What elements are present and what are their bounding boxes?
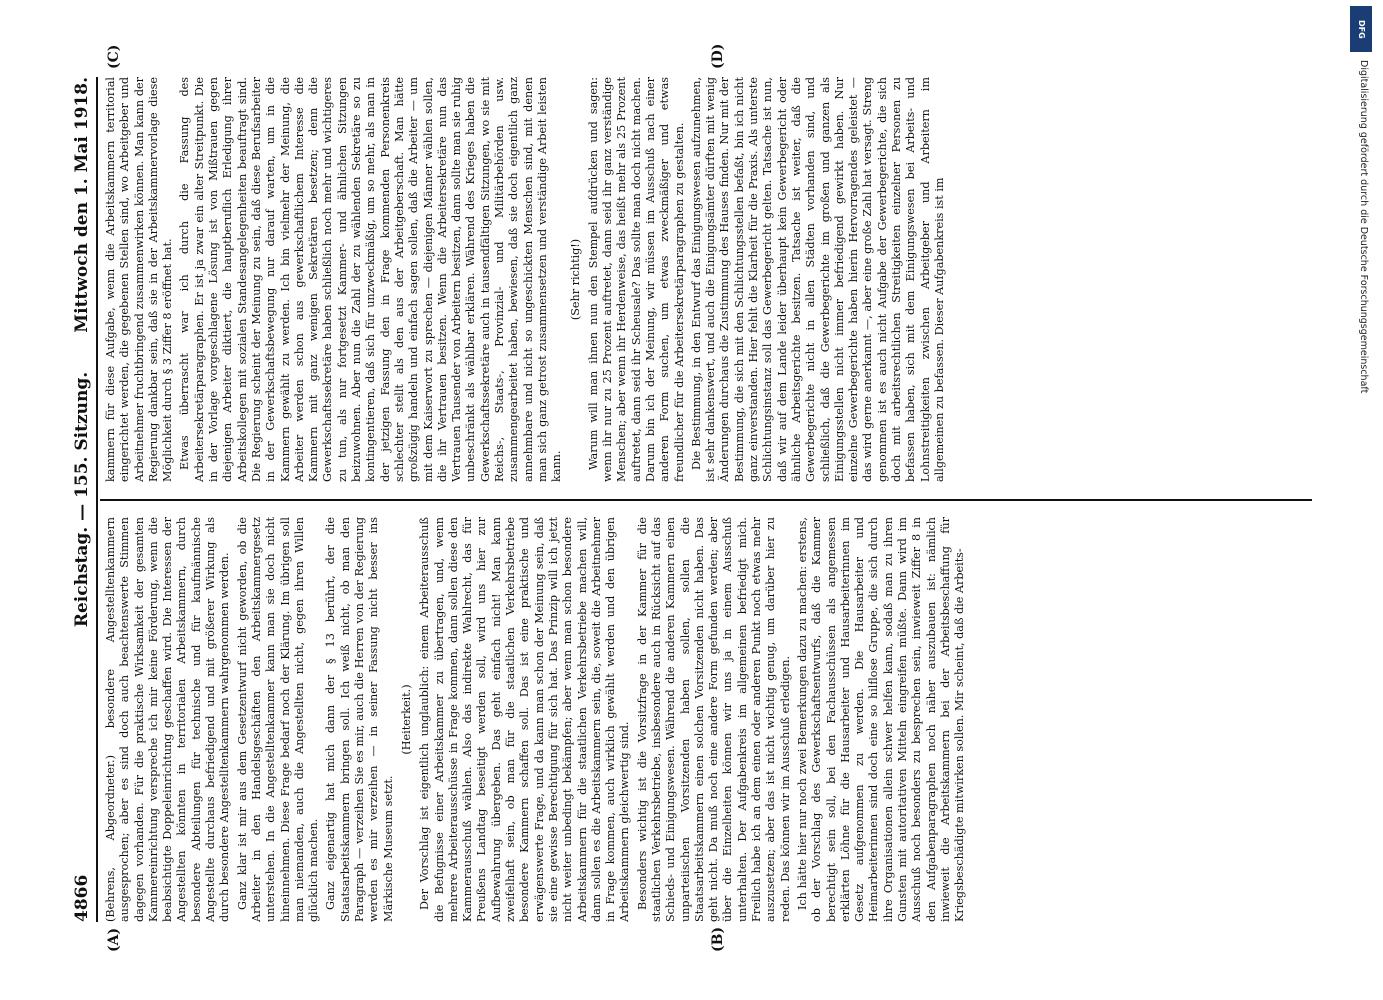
paragraph: Ganz klar ist mir aus dem Gesetzentwurf nicht geworden, ob die Arbeiter in den Handelsgeschäften den Arbeitskammergesetz unterstehen. In die Angestelltenkammer kann man sie doch nicht hineinnehmen. Diese Frage bedarf noch der Klärung. Im übrigen soll man niemanden, auch die Angestellten nicht, gegen ihren Willen glücklich machen. xyxy=(235,517,321,922)
margin-marker-b: (B) xyxy=(710,926,726,952)
page-content xyxy=(70,43,1318,952)
digitization-sidebar xyxy=(1348,0,1378,1000)
page-number: 4866 xyxy=(72,874,92,922)
interjection: (Heiterkeit.) xyxy=(399,684,413,755)
margin-marker-c: (C) xyxy=(106,44,122,69)
interjection: (Sehr richtig!) xyxy=(568,238,582,321)
paragraph: Etwas überrascht war ich durch die Fassung des Arbeitersekretärparagraphen. Er ist ja zwar ein alter Streitpunkt. Die in der Vorlage vorgeschlagene Lösung ist von Mißtrauen gegen diejenigen Arbeiter diktiert, die hauptberuflich Erledigung ihrer Arbeitskollegen mit sozialen Standesangelegenheiten beauftragt sind. Die Regierung scheint der Meinung zu sein, daß diese Berufsarbeiter in der Gewerkschaftsbewegung nur darauf warten, um in die Kammern gewählt zu werden. Ich bin vielmehr der Meinung, die Arbeiter werden schon aus gewerkschaftlichem Interesse die Kammern mit ganz wenigen Sekretären besetzen; denn die Gewerkschaftssekretäre haben schließlich noch mehr und wichtigeres zu tun, als nur fortgesetzt Kammer- und ähnlichen Sitzungen beizuwohnen. Aber nun die Zahl der zu wählenden Sekretäre so zu kontingentieren, daß sich für unzweckmäßig, um so mehr, als man in der jetzigen Fassung den in Frage kommenden Personenkreis schlechter stellt als den aus der Arbeitgeberschaft. Man hätte großzügig handeln und einfach sagen sollen, daß die Arbeiter — um mit dem Kaiserwort zu sprechen — diejenigen Männer wählen sollen, die ihr Vertrauen besitzen. Wenn die Arbeitersekretäre nun das Vertrauen Tausender von Arbeitern besitzen, dann sollte man sie ruhig unbeschränkt als wählbar erklären. Während des Krieges haben die Gewerkschaftssekretäre auch in tausendfältigen Sitzungen, wo sie mit Reichs-, Staats-, Provinzial- und Militärbehörden usw. zusammengearbeitet haben, bewiesen, daß sie doch eigentlich ganz annehmbare und nicht so ungeschickten Menschen sind, mit denen man sich ganz getrost zusammensetzen und verständige Arbeit leisten kann. xyxy=(178,77,564,482)
left-column xyxy=(104,517,1312,922)
paragraph: Der Vorschlag ist eigentlich unglaublich: einem Arbeiterausschuß die Befugnisse einer Arbeitskammer zu übertragen, und, wenn mehrere Arbeiterausschüsse in Frage kommen, dann sollen diese den Kammerausschuß wählen. Also das indirekte Wahlrecht, das für Preußens Landtag beseitigt werden soll, wird uns hier zur Aufbewahrung übergeben. Das geht einfach nicht! Man kann zweifelhaft sein, ob man für die staatlichen Verkehrsbetriebe besondere Kammern schaffen soll. Das ist eine praktische und erwägenswerte Frage, und da kann man schon der Meinung sein, daß sie eine gewisse Berechtigung für sich hat. Das Prinzip will ich jetzt nicht weiter unbedingt bekämpfen; aber wenn man schon besondere Arbeitskammern für die staatlichen Verkehrsbetriebe machen will, dann sollen es die Arbeitskammern sein, die, soweit die Arbeitnehmer in Frage kommen, auch wirklich gewählt werden und den übrigen Arbeitskammern gleichwertig sind. xyxy=(418,517,632,922)
dfg-logo-text: DFG xyxy=(1357,19,1366,39)
session-date: Mittwoch den 1. Mai 1918. xyxy=(72,77,92,333)
page-header xyxy=(70,77,98,922)
paragraph: kammern für diese Aufgabe, wenn die Arbeitskammern territorial eingerichtet werden, die gegebenen Stellen sind, wo Arbeitgeber und Arbeitnehmer fruchtbringend zusammenwirken können. Man kann der Regierung dankbar sein, daß sie in der Arbeitskammervorlage diese Möglichkeit durch § 3 Ziffer 8 eröffnet hat. xyxy=(104,77,175,482)
dfg-logo xyxy=(1350,6,1372,52)
right-column xyxy=(104,77,1312,482)
paragraph: Ganz eigenartig hat mich dann der § 13 berührt, der die Staatsarbeitskammern bringen soll. Ich weiß nicht, ob man den Paragraph — verzeihen Sie es mir, auch die Herren von der Regierung werden es mir verzeihen — in seiner Fassung nicht besser ins Märkische Museum setzt. xyxy=(324,517,395,922)
paragraph: Die Bestimmung, in den Entwurf das Einigungswesen aufzunehmen, ist sehr dankenswert, und auch die Einigungsämter dürften mit wenig Änderungen durchaus die Zustimmung des Hauses finden. Nur mit der Bestimmung, die sich mit den Schlichtungsstellen befaßt, bin ich nicht ganz einverstanden. Hier fehlt die Klarheit für die Praxis. Als unterste Schlichtungsinstanz soll das Gewerbegericht gelten. Tatsache ist nun, daß wir auf dem Lande leider überhaupt kein Gewerbegericht oder ähnliche Arbeitsgerichte besitzen. Tatsache ist weiter, daß die Gewerbegerichte nicht in allen Städten vorhanden sind, und schließlich, daß die Gewerbegerichte im großen und ganzen als Einigungsstellen nicht immer befriedigend gewirkt haben. Nur einzelne Gewerbegerichte haben hierin Hervorragendes geleistet — das wird gerne anerkannt —, aber eine große Zahl hat versagt. Streng genommen ist es auch nicht Aufgabe der Gewerbegerichte, die sich doch mit arbeitsrechtlichen Streitigkeiten einzelner Personen zu befassen haben, sich mit dem Einigungswesen bei Arbeits- und Lohnstreitigkeiten zwischen Arbeitgeber und Arbeitern im allgemeinen zu befassen. Dieser Aufgabenkreis ist im xyxy=(689,77,946,482)
margin-marker-d: (D) xyxy=(710,43,726,69)
paragraph: Ich hätte hier nur noch zwei Bemerkungen dazu zu machen: erstens, ob der Vorschlag des Gewerkschaftsentwurfs, daß die Kammer berechtigt sein soll, bei den Fachausschüssen als angemessen erklärten Löhne für die Hausarbeiter und Hausarbeiterinnen im Gesetz aufgenommen zu werden. Die Hausarbeiter und Heimarbeiterinnen sind doch eine so hilflose Gruppe, die sich durch ihre Organisationen allein schwer helfen kann, sodaß man zu ihren Gunsten mit autoritativen Mitteln eingreifen müßte. Dann wird im Ausschuß noch besonders zu besprechen sein, inwieweit Ziffer 8 in den Aufgabenparagraphen noch näher auszubauen ist: nämlich inwieweit die Arbeitskammern bei der Arbeitsbeschaffung für Kriegsbeschädigte mitwirken sollen. Mir scheint, daß die Arbeits- xyxy=(795,517,967,922)
paragraph: (Behrens, Abgeordneter.) besondere Angestelltenkammern ausgesprochen; aber es sind doch auch beachtenswerte Stimmen dagegen vorhanden. Für die praktische Wirksamkeit der gesamten Kammereinrichtung verspreche ich mir keine Förderung, wenn die beabsichtigte Doppeleinrichtung geschaffen wird. Die Interessen der Angestellten könnten in territorialen Arbeitskammern, durch besondere Abteilungen für technische und für kaufmännische Angestellte durchaus befriedigend und mit größerer Wirkung als durch besondere Angestelltenkammern wahrgenommen werden. xyxy=(104,517,232,922)
session-title: Reichstag. — 155. Sitzung. xyxy=(72,371,92,628)
funding-credit: Digitalisierung gefördert durch die Deutsche Forschungsgemeinschaft xyxy=(1358,60,1369,394)
paragraph: Warum will man ihnen nun den Stempel aufdrücken und sagen: wenn ihr nur zu 25 Prozent auftretet, dann seid ihr ganz verständige Menschen; aber wenn ihr Herdenweise, das heißt mehr als 25 Prozent auftretet, dann seid ihr Scheusale? Das sollte man doch nicht machen. Darum bin ich der Meinung, wir müssen im Ausschuß nach einer anderen Form suchen, um etwas zweckmäßiger und etwas freundlicher für die Arbeitersekretärparagraphen zu gestalten. xyxy=(586,77,686,482)
paragraph: Besonders wichtig ist die Vorsitzfrage in der Kammer für die staatlichen Verkehrsbetriebe, insbesondere auch in Rücksicht auf das Schieds- und Einigungswesen. Während die anderen Kammern einen unparteiischen Vorsitzenden haben sollen, sollen die Staatsarbeitskammern einen solchen Vorsitzenden nicht haben. Das geht nicht. Da muß noch eine andere Form gefunden werden; aber über die Einzelheiten können wir uns ja in einem Ausschuß unterhalten. Der Aufgabenkreis im allgemeinen befriedigt mich. Freilich habe ich an dem einen oder anderen Punkt noch etwas mehr auszusetzen; aber das ist nicht wichtig genug, um darüber hier zu reden. Das können wir im Ausschuß erledigen. xyxy=(635,517,792,922)
margin-marker-a: (A) xyxy=(106,927,122,952)
column-divider xyxy=(100,499,1312,501)
